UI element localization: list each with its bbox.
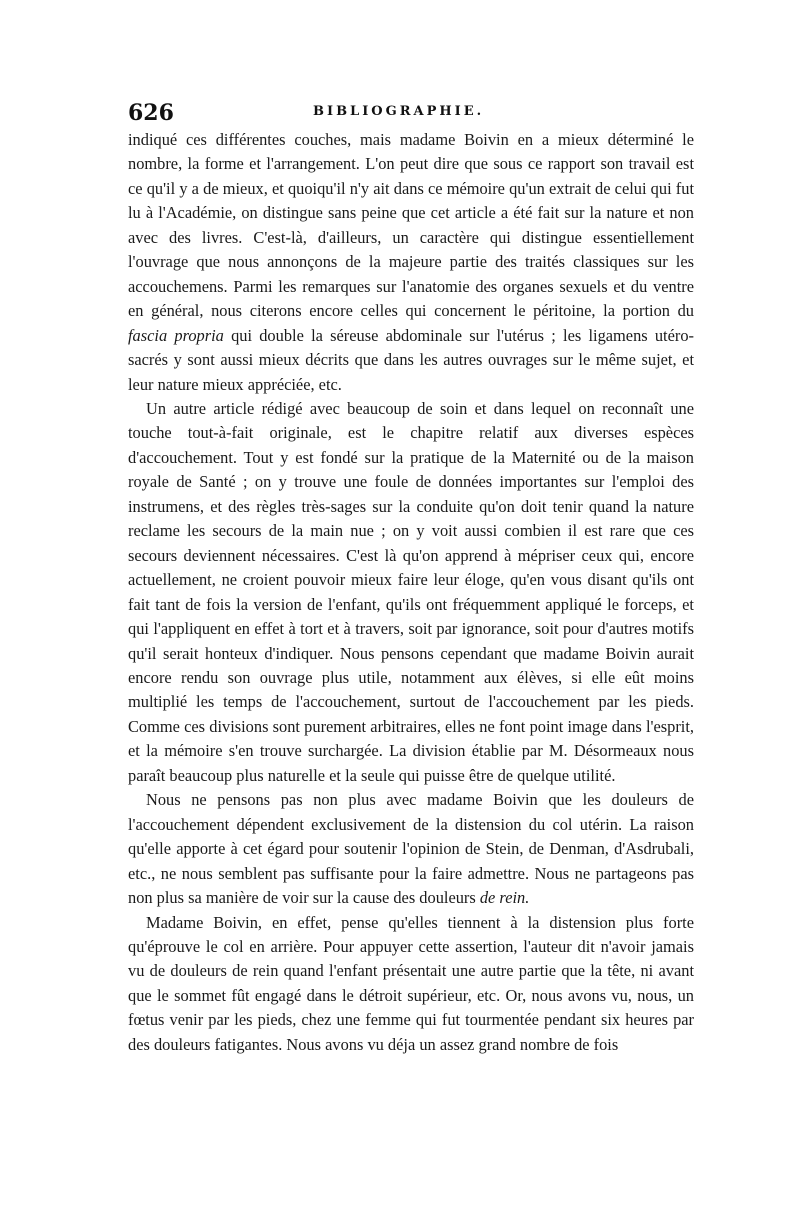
running-title: BIBLIOGRAPHIE. — [313, 104, 485, 119]
text-run: Madame Boivin, en effet, pense qu'elles tiennent à la distension plus forte qu'éprouve le col en arrière. Pour appuyer cette assertion, l'auteur dit n'avoir jamais vu de douleurs de rein quand l'enfant présentait une autre partie que la tête, ni avant que le sommet fût engagé dans le détroit supérieur, etc. Or, nous avons vu, nous, un fœtus venir par les pieds, chez une femme qui fut tourmentée pendant six heures par des douleurs fatigantes. Nous avons vu déja un assez grand nombre de fois — [128, 912, 694, 1054]
paragraph — [128, 397, 694, 788]
text-run: qui double la séreuse abdominale sur l'utérus ; les ligamens utéro-sacrés y sont aussi mieux décrits que dans les autres ouvrages sur le même sujet, et leur nature mieux appréciée, etc. — [128, 325, 695, 394]
paragraph — [128, 128, 694, 397]
italic-text: fascia propria — [128, 325, 224, 345]
italic-text: de rein. — [479, 888, 530, 908]
body-text — [128, 128, 694, 1057]
page-header — [128, 100, 694, 128]
paragraph — [128, 911, 694, 1058]
text-run: Un autre article rédigé avec beaucoup de soin et dans lequel on reconnaît une touche tout-à-fait originale, est le chapitre relatif aux diverses espèces d'accouchement. Tout y est fondé sur la pratique de la Maternité ou de la maison royale de Santé ; on y trouve une foule de données importantes sur l'emploi des instrumens, et des règles très-sages sur la conduite qu'on doit tenir quand la nature reclame les secours de la main nue ; on y voit aussi combien il est rare que ces secours deviennent nécessaires. C'est là qu'on apprend à mépriser ceux qui, encore actuellement, ne croient pouvoir mieux faire leur éloge, qu'en vous disant qu'ils ont fait tant de fois la version de l'enfant, qu'ils ont fréquemment appliqué le forceps, et qui l'appliquent en effet à tort et à travers, soit par ignorance, soit pour d'autres motifs qu'il serait honteux d'indiquer. Nous pensons cependant que madame Boivin aurait encore rendu son ouvrage plus utile, notamment aux élèves, si elle eût moins multiplié les temps de l'accouchement, surtout de l'accouchement par les pieds. Comme ces divisions sont purement arbitraires, elles ne font point image dans l'esprit, et la mémoire s'en trouve surchargée. La division établie par M. Désormeaux nous paraît beaucoup plus naturelle et la seule qui puisse être de quelque utilité. — [128, 398, 694, 785]
paragraph — [128, 788, 694, 910]
text-run: Nous ne pensons pas non plus avec madame Boivin que les douleurs de l'accouchement dépendent exclusivement de la distension du col utérin. La raison qu'elle apporte à cet égard pour soutenir l'opinion de Stein, de Denman, d'Asdrubali, etc., ne nous semblent pas suffisante pour la faire admettre. Nous ne partageons pas non plus sa manière de voir sur la cause des douleurs — [128, 790, 694, 908]
page-number: 626 — [128, 100, 174, 126]
text-run: indiqué ces différentes couches, mais madame Boivin en a mieux déterminé le nombre, la forme et l'arrangement. L'on peut dire que sous ce rapport son travail est ce qu'il y a de mieux, et quoiqu'il n'y ait dans ce mémoire qu'un extrait de celui qui fut lu à l'Académie, on distingue sans peine que cet article a été fait sur la nature et non avec des livres. C'est-là, d'ailleurs, un caractère qui distingue essentiellement l'ouvrage que nous annonçons de la majeure partie des traités classiques sur les accouchemens. Parmi les remarques sur l'anatomie des organes sexuels et du ventre en général, nous citerons encore celles qui concernent le péritoine, la portion du — [128, 130, 694, 321]
